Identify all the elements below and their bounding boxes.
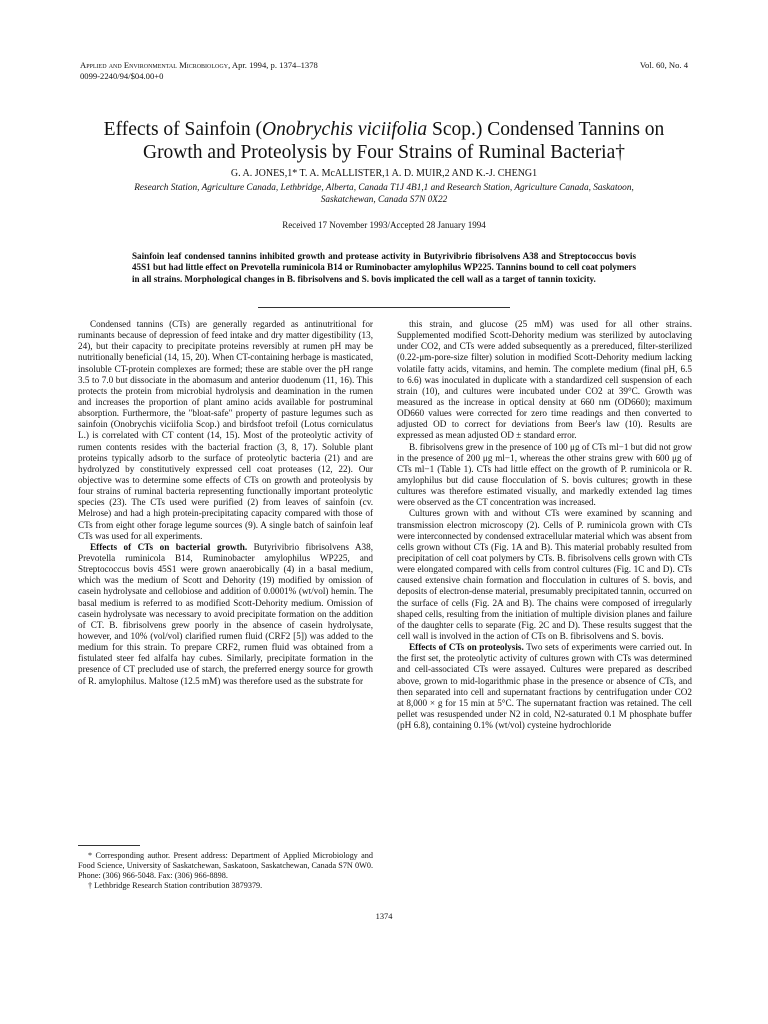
proteolysis-section-paragraph	[397, 642, 692, 731]
section-heading-growth: Effects of CTs on bacterial growth.	[90, 541, 248, 552]
citation: , Apr. 1994, p. 1374–1378	[228, 60, 318, 70]
footnotes	[78, 851, 373, 891]
abstract: Sainfoin leaf condensed tannins inhibited growth and protease activity in Butyrivibrio fibrisolvens A38 and Streptococcus bovis 45S1 but had little effect on Prevotella ruminicola B14 or Ruminobacter amylophilus WP225. Tannins bound to cell coat polymers in all strains. Morphological changes in B. fibrisolvens and S. bovis implicated the cell wall as a target of tannin toxicity.	[132, 251, 636, 284]
footnote-divider	[78, 845, 140, 846]
issn: 0099-2240/94/$04.00+0	[80, 71, 164, 81]
footnote-contribution: † Lethbridge Research Station contribution 3879379.	[88, 881, 263, 891]
right-column	[397, 319, 692, 731]
left-column	[78, 319, 373, 687]
affiliations: Research Station, Agriculture Canada, Lethbridge, Alberta, Canada T1J 4B1,1 and Research Station, Agriculture Canada, Saskatoon, Saskatchewan, Canada S7N 0X22	[134, 183, 634, 205]
page-number: 1374	[375, 912, 393, 921]
title-part-1: Effects of Sainfoin (	[103, 119, 262, 140]
microscopy-paragraph: Cultures grown with and without CTs were examined by scanning and transmission electron microscopy (2). Cells of P. ruminicola grown with CTs were interconnected by condensed extracellular material which was absent from cells grown without CTs (Fig. 1A and B). This material probably resulted from precipitation of cell coat polymers by CTs. B. fibrisolvens cells grown with CTs were elongated compared with cells from control cultures (Fig. 1C and D). CTs caused extensive chain formation and flocculation in cultures of S. bovis, and deposits of electron-dense material, presumably precipitated tannin, occurred on the surface of cells (Fig. 2A and B). The chains were composed of irregularly shaped cells, resulting from the initiation of multiple division planes and failure of the daughter cells to separate (Fig. 2C and D). These results suggest that the cell wall is involved in the action of CTs on B. fibrisolvens and S. bovis.	[397, 508, 692, 641]
author-list: G. A. JONES,1* T. A. McALLISTER,1 A. D. MUIR,2 AND K.-J. CHENG1	[230, 168, 538, 179]
footnote-corresponding-author: * Corresponding author. Present address: Department of Applied Microbiology and Food Science, University of Saskatchewan, Saskatoon, Saskatchewan, Canada S7N 0W0. Phone: (306) 966-5048. Fax: (306) 966-8898.	[78, 851, 373, 881]
proteolysis-section-text: Two sets of experiments were carried out. In the first set, the proteolytic activity of cultures grown with CTs was determined and cell-associated CTs were assayed. Cultures were prepared as described above, grown to mid-logarithmic phase in the presence or absence of CTs, and then separated into cell and supernatant fractions by centrifugation under CO2 at 8,000 × g for 15 min at 5°C. The supernatant fraction was retained. The cell pellet was resuspended under N2 in cold, N2-saturated 0.1 M phosphate buffer (pH 6.8), containing 0.1% (wt/vol) cysteine hydrochloride	[397, 642, 692, 731]
intro-paragraph: Condensed tannins (CTs) are generally regarded as antinutritional for ruminants because of depression of feed intake and dry matter digestibility (13, 24), but their capacity to precipitate proteins reversibly at rumen pH may be nutritionally beneficial (14, 15, 20). When CT-containing herbage is masticated, insoluble CT-protein complexes are formed; these are stable over the pH range 3.5 to 7.0 but dissociate in the abomasum and anterior duodenum (11, 16). This protects the protein from microbial hydrolysis and deamination in the rumen and increases the proportion of plant amino acids available for postruminal absorption. Furthermore, the "bloat-safe" property of pasture legumes such as sainfoin (Onobrychis viciifolia Scop.) and birdsfoot trefoil (Lotus corniculatus L.) is correlated with CT content (14, 15). Most of the proteolytic activity of rumen contents resides with the bacterial fraction (3, 8, 17). Soluble plant proteins typically adsorb to the surface of proteolytic bacteria (21) and are hydrolyzed by constitutively expressed cell coat proteases (12, 22). Our objective was to determine some effects of CTs on growth and proteolysis by four strains of ruminal bacteria representing functionally important proteolytic species (23). The CTs used were purified (2) from leaves of sainfoin (cv. Melrose) and had a high protein-precipitating capacity compared with those of CTs from eight other forage legume sources (9). A single batch of sainfoin leaf CTs was used for all experiments.	[78, 319, 373, 541]
running-header	[80, 60, 318, 82]
abstract-divider	[258, 307, 510, 308]
media-paragraph: this strain, and glucose (25 mM) was used for all other strains. Supplemented modified Scott-Dehority medium was sterilized by autoclaving under CO2, and CTs were added subsequently as a prereduced, filter-sterilized (0.22-μm-pore-size filter) solution in modified Scott-Dehority medium lacking volatile fatty acids, vitamins, and hemin. The complete medium (final pH, 6.5 to 6.6) was inoculated in duplicate with a standardized cell suspension of each strain (10), and cultures were incubated under CO2 at 39°C. Growth was measured as the increase in optical density at 660 nm (OD660); maximum OD660 values were corrected for zero time readings and then converted to adjusted OD to correct for deviations from Beer's law (10). Results are expressed as mean adjusted OD ± standard error.	[397, 319, 692, 441]
growth-section-text: Butyrivibrio fibrisolvens A38, Prevotella ruminicola B14, Ruminobacter amylophilus WP225, and Streptococcus bovis 45S1 were grown anaerobically (4) in a basal medium, which was the medium of Scott and Dehority (19) modified by omission of casein hydrolysate and cellobiose and addition of 0.0001% (wt/vol) hemin. The basal medium is referred to as modified Scott-Dehority medium. Omission of casein hydrolysate was necessary to avoid precipitate formation on the addition of CT. B. fibrisolvens grew poorly in the absence of casein hydrolysate, however, and 10% (vol/vol) clarified rumen fluid (CRF2 [5]) was added to the medium for this strain. To prepare CRF2, rumen fluid was obtained from a fistulated steer fed alfalfa hay cubes. Similarly, precipitate formation in the presence of CT precluded use of starch, the preferred energy source for growth of R. amylophilus. Maltose (12.5 mM) was therefore used as the substrate for	[78, 541, 373, 686]
volume-number: Vol. 60, No. 4	[639, 60, 688, 70]
title-part-2: Scop.) Condensed Tannins on Growth and Proteolysis by Four Strains of Ruminal Bacteria†	[142, 119, 665, 163]
title-species: Onobrychis viciifolia	[261, 119, 428, 140]
section-heading-proteolysis: Effects of CTs on proteolysis.	[409, 642, 524, 653]
growth-results-paragraph: B. fibrisolvens grew in the presence of 100 μg of CTs ml−1 but did not grow in the presence of 200 μg ml−1, whereas the other strains grew with 600 μg of CTs ml−1 (Table 1). CTs had little effect on the growth of P. ruminicola or R. amylophilus but did cause flocculation of S. bovis cultures; growth in these cultures was therefore estimated visually, and markedly extended lag times were observed as the CT concentration was increased.	[397, 441, 692, 508]
journal-name: Applied and Environmental Microbiology	[80, 60, 229, 70]
article-title	[80, 118, 688, 164]
received-dates: Received 17 November 1993/Accepted 28 January 1994	[282, 220, 486, 230]
growth-section-paragraph	[78, 542, 373, 687]
